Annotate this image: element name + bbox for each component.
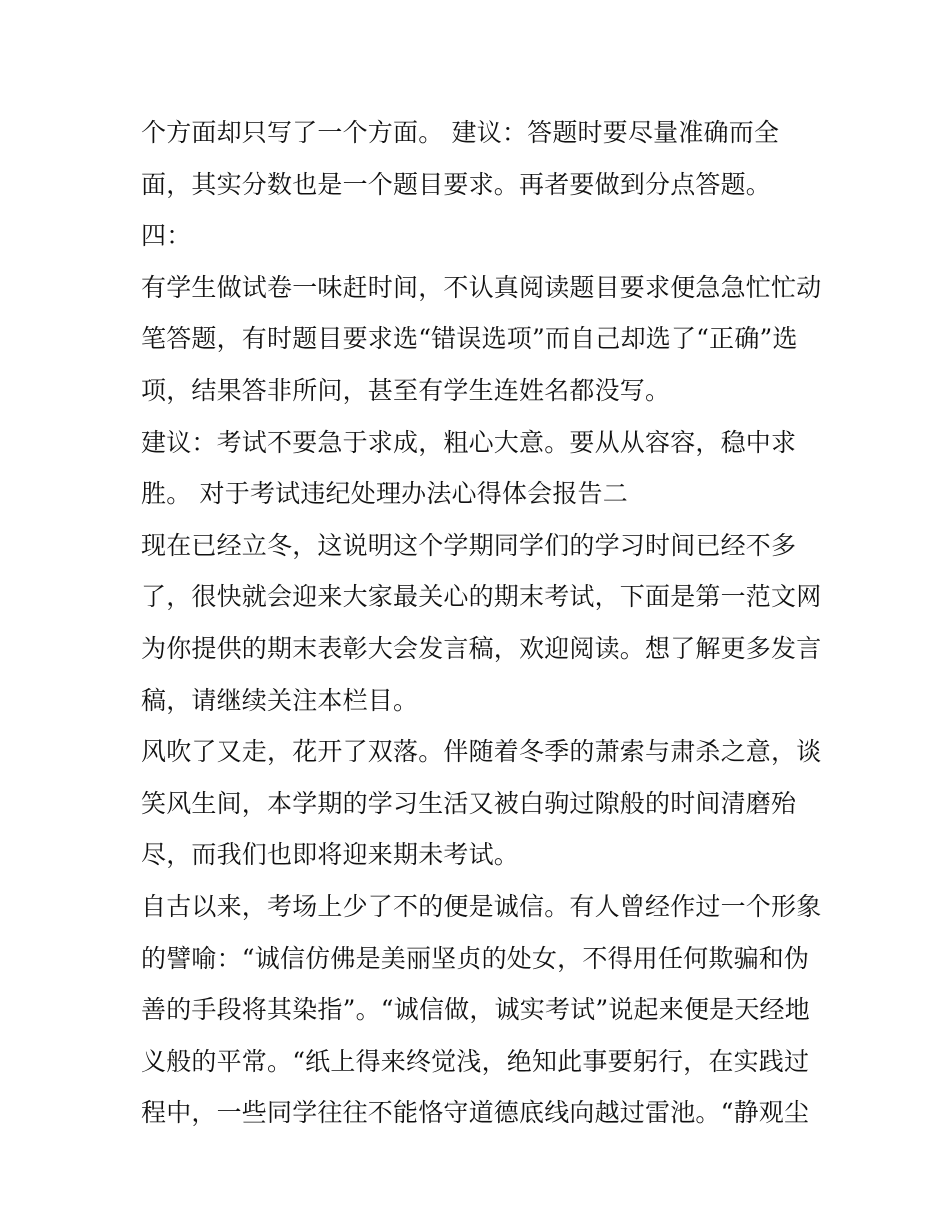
text-line: 稿，请继续关注本栏目。 (141, 685, 419, 715)
text-line: 面，其实分数也是一个题目要求。再者要做到分点答题。 (141, 169, 772, 199)
text-line: 尽，而我们也即将迎来期未考试。 (141, 840, 520, 870)
text-line: 自古以来，考场上少了不的便是诚信。有人曾经作过一个形象 (141, 891, 822, 921)
body-text (141, 107, 821, 1139)
text-line: 风吹了又走，花开了双落。伴随着冬季的萧索与肃杀之意，谈 (141, 737, 822, 767)
text-line: 笔答题，有时题目要求选“错误选项”而自己却选了“正确”选 (141, 324, 798, 354)
text-line: 个方面却只写了一个方面。 建议：答题时要尽量准确而全 (141, 118, 780, 147)
text-line: 四： (141, 221, 192, 251)
text-line: 有学生做试卷一味赶时间，不认真阅读题目要求便急急忙忙动 (141, 272, 822, 302)
text-line: 义般的平常。“纸上得来终觉浅，绝知此事要躬行，在实践过 (141, 1046, 810, 1076)
text-line: 善的手段将其染指”。“诚信做，诚实考试”说起来便是天经地 (141, 995, 810, 1025)
text-line: 项，结果答非所问，甚至有学生连姓名都没写。 (141, 375, 671, 405)
text-line: 笑风生间，本学期的学习生活又被白驹过隙般的时间清磨殆 (141, 788, 797, 818)
text-line: 程中，一些同学往往不能恪守道德底线向越过雷池。“静观尘 (141, 1098, 810, 1128)
text-line: 了，很快就会迎来大家最关心的期末考试，下面是第一范文网 (141, 582, 822, 612)
text-line: 建议：考试不要急于求成，粗心大意。要从从容容，稳中求 (141, 427, 797, 457)
text-line: 为你提供的期末表彰大会发言稿，欢迎阅读。想了解更多发言 (141, 633, 822, 663)
text-line: 的譬喻：“诚信仿佛是美丽坚贞的处女，不得用任何欺骗和伪 (141, 943, 810, 973)
text-line: 胜。 对于考试违纪处理办法心得体会报告二 (141, 479, 628, 509)
text-line: 现在已经立冬，这说明这个学期同学们的学习时间已经不多 (141, 530, 797, 560)
